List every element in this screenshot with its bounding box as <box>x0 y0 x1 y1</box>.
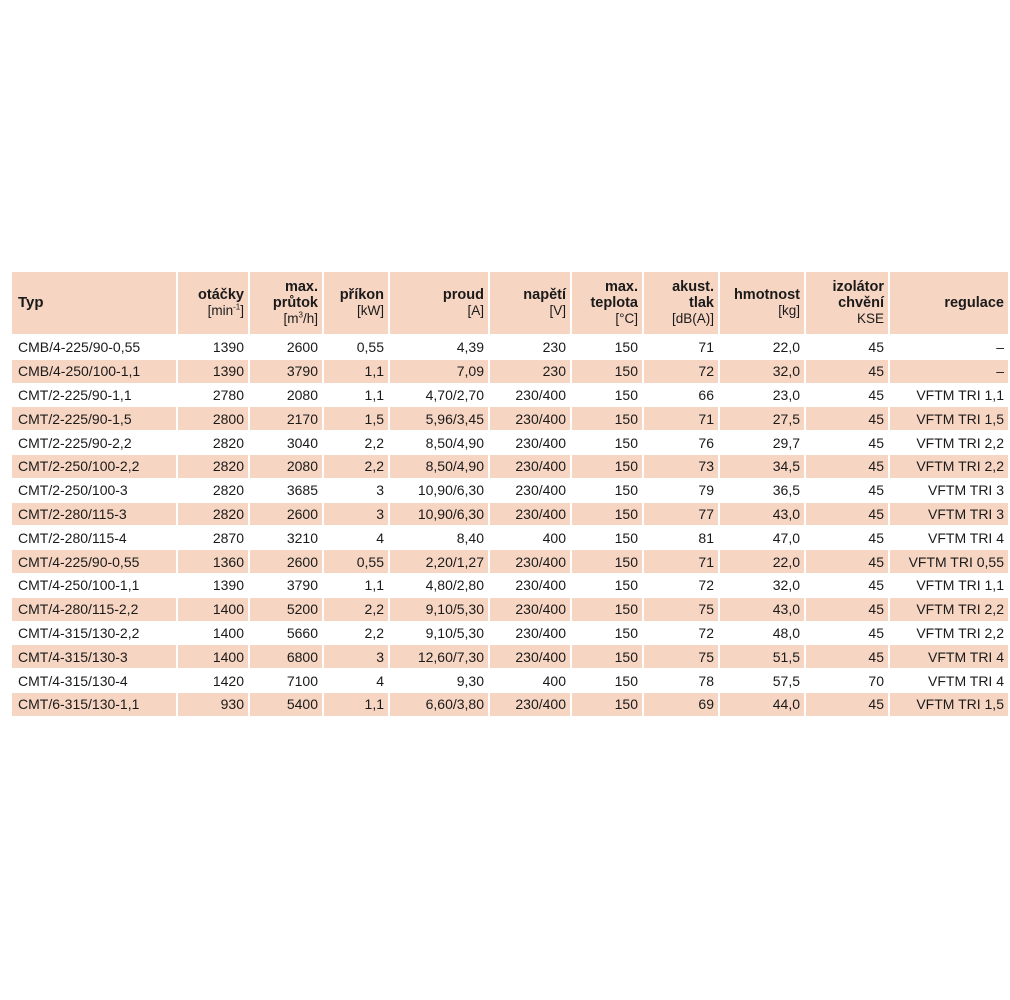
cell-hmotnost: 27,5 <box>720 407 804 431</box>
cell-regulace: VFTM TRI 0,55 <box>890 550 1008 574</box>
cell-hmotnost: 43,0 <box>720 598 804 622</box>
cell-prikon: 2,2 <box>324 455 388 479</box>
cell-otacky: 1360 <box>178 550 248 574</box>
table-row <box>12 479 1008 503</box>
cell-napeti: 400 <box>490 526 570 550</box>
cell-typ: CMT/2-250/100-2,2 <box>12 455 176 479</box>
cell-otacky: 2820 <box>178 479 248 503</box>
cell-teplota: 150 <box>572 503 642 527</box>
table-row <box>12 526 1008 550</box>
cell-otacky: 1400 <box>178 645 248 669</box>
header-proud: proud [A] <box>390 272 488 336</box>
cell-prutok: 2080 <box>250 384 322 408</box>
cell-prikon: 1,1 <box>324 360 388 384</box>
cell-proud: 9,10/5,30 <box>390 598 488 622</box>
cell-proud: 2,20/1,27 <box>390 550 488 574</box>
cell-tlak: 78 <box>644 669 718 693</box>
cell-typ: CMT/2-250/100-3 <box>12 479 176 503</box>
cell-napeti: 230 <box>490 336 570 360</box>
cell-napeti: 230/400 <box>490 479 570 503</box>
cell-otacky: 2780 <box>178 384 248 408</box>
cell-izolator: 45 <box>806 407 888 431</box>
header-prikon: příkon [kW] <box>324 272 388 336</box>
cell-prikon: 2,2 <box>324 622 388 646</box>
cell-proud: 12,60/7,30 <box>390 645 488 669</box>
table-row <box>12 455 1008 479</box>
cell-otacky: 1400 <box>178 622 248 646</box>
cell-izolator: 45 <box>806 336 888 360</box>
cell-regulace: VFTM TRI 1,5 <box>890 693 1008 717</box>
header-otacky: otáčky $[\min^{-1}]$ <box>178 272 248 336</box>
header-regulace: regulace <box>890 272 1008 336</box>
cell-napeti: 230/400 <box>490 407 570 431</box>
table-row <box>12 622 1008 646</box>
cell-tlak: 75 <box>644 645 718 669</box>
table-row <box>12 550 1008 574</box>
cell-prutok: 2170 <box>250 407 322 431</box>
cell-izolator: 45 <box>806 598 888 622</box>
cell-regulace: VFTM TRI 2,2 <box>890 598 1008 622</box>
cell-typ: CMT/4-225/90-0,55 <box>12 550 176 574</box>
cell-otacky: 2820 <box>178 431 248 455</box>
cell-teplota: 150 <box>572 598 642 622</box>
cell-prutok: 3790 <box>250 360 322 384</box>
cell-izolator: 45 <box>806 384 888 408</box>
cell-typ: CMT/2-280/115-4 <box>12 526 176 550</box>
cell-prutok: 2080 <box>250 455 322 479</box>
table-row <box>12 431 1008 455</box>
cell-napeti: 400 <box>490 669 570 693</box>
cell-prikon: 1,1 <box>324 384 388 408</box>
cell-regulace: – <box>890 360 1008 384</box>
cell-izolator: 45 <box>806 526 888 550</box>
cell-regulace: VFTM TRI 3 <box>890 503 1008 527</box>
cell-otacky: 1420 <box>178 669 248 693</box>
cell-napeti: 230/400 <box>490 550 570 574</box>
header-typ: Typ <box>12 272 176 336</box>
table-row <box>12 645 1008 669</box>
cell-otacky: 2870 <box>178 526 248 550</box>
cell-napeti: 230/400 <box>490 645 570 669</box>
cell-proud: 5,96/3,45 <box>390 407 488 431</box>
cell-hmotnost: 44,0 <box>720 693 804 717</box>
cell-izolator: 45 <box>806 622 888 646</box>
cell-tlak: 77 <box>644 503 718 527</box>
cell-izolator: 45 <box>806 455 888 479</box>
cell-prikon: 2,2 <box>324 598 388 622</box>
cell-proud: 4,80/2,80 <box>390 574 488 598</box>
cell-prikon: 3 <box>324 645 388 669</box>
cell-prutok: 2600 <box>250 503 322 527</box>
cell-tlak: 66 <box>644 384 718 408</box>
cell-teplota: 150 <box>572 693 642 717</box>
cell-typ: CMT/4-250/100-1,1 <box>12 574 176 598</box>
cell-hmotnost: 51,5 <box>720 645 804 669</box>
header-teplota: max. teplota [°C] <box>572 272 642 336</box>
cell-tlak: 79 <box>644 479 718 503</box>
cell-regulace: VFTM TRI 2,2 <box>890 431 1008 455</box>
cell-izolator: 45 <box>806 431 888 455</box>
header-row <box>12 272 1008 336</box>
cell-regulace: VFTM TRI 4 <box>890 669 1008 693</box>
cell-proud: 4,39 <box>390 336 488 360</box>
cell-teplota: 150 <box>572 622 642 646</box>
cell-izolator: 70 <box>806 669 888 693</box>
cell-napeti: 230/400 <box>490 574 570 598</box>
spec-table <box>10 272 1010 717</box>
cell-typ: CMT/4-280/115-2,2 <box>12 598 176 622</box>
cell-typ: CMB/4-225/90-0,55 <box>12 336 176 360</box>
cell-typ: CMT/2-225/90-2,2 <box>12 431 176 455</box>
cell-prikon: 1,1 <box>324 693 388 717</box>
cell-prutok: 5660 <box>250 622 322 646</box>
table-row <box>12 336 1008 360</box>
cell-proud: 8,50/4,90 <box>390 455 488 479</box>
cell-izolator: 45 <box>806 693 888 717</box>
cell-prutok: 3040 <box>250 431 322 455</box>
cell-izolator: 45 <box>806 574 888 598</box>
header-izolator: izolátor chvění KSE <box>806 272 888 336</box>
cell-prutok: 7100 <box>250 669 322 693</box>
cell-prikon: 3 <box>324 479 388 503</box>
cell-otacky: 1390 <box>178 574 248 598</box>
header-tlak: akust. tlak [dB(A)] <box>644 272 718 336</box>
cell-izolator: 45 <box>806 360 888 384</box>
cell-hmotnost: 22,0 <box>720 550 804 574</box>
cell-hmotnost: 36,5 <box>720 479 804 503</box>
cell-izolator: 45 <box>806 479 888 503</box>
cell-tlak: 75 <box>644 598 718 622</box>
cell-teplota: 150 <box>572 455 642 479</box>
cell-proud: 4,70/2,70 <box>390 384 488 408</box>
cell-prikon: 1,5 <box>324 407 388 431</box>
cell-prutok: 2600 <box>250 550 322 574</box>
cell-tlak: 72 <box>644 360 718 384</box>
cell-napeti: 230/400 <box>490 455 570 479</box>
cell-prutok: 3685 <box>250 479 322 503</box>
cell-hmotnost: 22,0 <box>720 336 804 360</box>
cell-prikon: 0,55 <box>324 336 388 360</box>
cell-hmotnost: 23,0 <box>720 384 804 408</box>
cell-proud: 9,30 <box>390 669 488 693</box>
cell-teplota: 150 <box>572 526 642 550</box>
cell-hmotnost: 43,0 <box>720 503 804 527</box>
table-row <box>12 407 1008 431</box>
cell-regulace: VFTM TRI 2,2 <box>890 622 1008 646</box>
cell-tlak: 71 <box>644 550 718 574</box>
cell-regulace: VFTM TRI 1,1 <box>890 574 1008 598</box>
cell-regulace: VFTM TRI 1,1 <box>890 384 1008 408</box>
cell-otacky: 1400 <box>178 598 248 622</box>
cell-hmotnost: 29,7 <box>720 431 804 455</box>
cell-proud: 9,10/5,30 <box>390 622 488 646</box>
cell-hmotnost: 32,0 <box>720 574 804 598</box>
header-prutok: max. průtok $[m^3/h]$ <box>250 272 322 336</box>
cell-typ: CMT/6-315/130-1,1 <box>12 693 176 717</box>
cell-teplota: 150 <box>572 384 642 408</box>
cell-otacky: 930 <box>178 693 248 717</box>
cell-napeti: 230/400 <box>490 431 570 455</box>
cell-teplota: 150 <box>572 574 642 598</box>
table-row <box>12 669 1008 693</box>
cell-regulace: VFTM TRI 2,2 <box>890 455 1008 479</box>
cell-napeti: 230 <box>490 360 570 384</box>
cell-hmotnost: 34,5 <box>720 455 804 479</box>
cell-teplota: 150 <box>572 645 642 669</box>
cell-typ: CMT/2-225/90-1,1 <box>12 384 176 408</box>
cell-proud: 10,90/6,30 <box>390 503 488 527</box>
cell-prikon: 4 <box>324 669 388 693</box>
cell-teplota: 150 <box>572 360 642 384</box>
cell-regulace: – <box>890 336 1008 360</box>
cell-tlak: 73 <box>644 455 718 479</box>
table-row <box>12 384 1008 408</box>
cell-prutok: 3790 <box>250 574 322 598</box>
table-row <box>12 360 1008 384</box>
cell-typ: CMT/2-280/115-3 <box>12 503 176 527</box>
cell-prutok: 2600 <box>250 336 322 360</box>
cell-otacky: 2820 <box>178 455 248 479</box>
cell-hmotnost: 57,5 <box>720 669 804 693</box>
cell-napeti: 230/400 <box>490 622 570 646</box>
cell-prutok: 3210 <box>250 526 322 550</box>
header-napeti: napětí [V] <box>490 272 570 336</box>
cell-napeti: 230/400 <box>490 693 570 717</box>
table-row <box>12 574 1008 598</box>
cell-prikon: 3 <box>324 503 388 527</box>
table-row <box>12 503 1008 527</box>
cell-izolator: 45 <box>806 550 888 574</box>
cell-typ: CMT/4-315/130-2,2 <box>12 622 176 646</box>
cell-prutok: 5400 <box>250 693 322 717</box>
cell-teplota: 150 <box>572 669 642 693</box>
cell-tlak: 76 <box>644 431 718 455</box>
cell-tlak: 69 <box>644 693 718 717</box>
cell-regulace: VFTM TRI 1,5 <box>890 407 1008 431</box>
cell-izolator: 45 <box>806 645 888 669</box>
cell-izolator: 45 <box>806 503 888 527</box>
cell-typ: CMT/4-315/130-3 <box>12 645 176 669</box>
cell-tlak: 72 <box>644 574 718 598</box>
cell-hmotnost: 48,0 <box>720 622 804 646</box>
cell-otacky: 2820 <box>178 503 248 527</box>
cell-teplota: 150 <box>572 336 642 360</box>
cell-typ: CMB/4-250/100-1,1 <box>12 360 176 384</box>
cell-napeti: 230/400 <box>490 384 570 408</box>
cell-proud: 8,50/4,90 <box>390 431 488 455</box>
cell-hmotnost: 47,0 <box>720 526 804 550</box>
cell-otacky: 1390 <box>178 336 248 360</box>
cell-regulace: VFTM TRI 4 <box>890 645 1008 669</box>
cell-prikon: 0,55 <box>324 550 388 574</box>
cell-tlak: 71 <box>644 336 718 360</box>
cell-proud: 8,40 <box>390 526 488 550</box>
cell-regulace: VFTM TRI 3 <box>890 479 1008 503</box>
cell-tlak: 81 <box>644 526 718 550</box>
cell-proud: 10,90/6,30 <box>390 479 488 503</box>
cell-otacky: 1390 <box>178 360 248 384</box>
table-row <box>12 693 1008 717</box>
table-row <box>12 598 1008 622</box>
cell-typ: CMT/2-225/90-1,5 <box>12 407 176 431</box>
cell-prikon: 2,2 <box>324 431 388 455</box>
cell-prikon: 1,1 <box>324 574 388 598</box>
cell-tlak: 72 <box>644 622 718 646</box>
header-hmotnost: hmotnost [kg] <box>720 272 804 336</box>
cell-teplota: 150 <box>572 479 642 503</box>
cell-napeti: 230/400 <box>490 503 570 527</box>
cell-otacky: 2800 <box>178 407 248 431</box>
cell-typ: CMT/4-315/130-4 <box>12 669 176 693</box>
cell-proud: 7,09 <box>390 360 488 384</box>
cell-teplota: 150 <box>572 407 642 431</box>
cell-prikon: 4 <box>324 526 388 550</box>
cell-prutok: 6800 <box>250 645 322 669</box>
cell-hmotnost: 32,0 <box>720 360 804 384</box>
cell-napeti: 230/400 <box>490 598 570 622</box>
cell-teplota: 150 <box>572 431 642 455</box>
cell-tlak: 71 <box>644 407 718 431</box>
cell-regulace: VFTM TRI 4 <box>890 526 1008 550</box>
cell-proud: 6,60/3,80 <box>390 693 488 717</box>
cell-teplota: 150 <box>572 550 642 574</box>
cell-prutok: 5200 <box>250 598 322 622</box>
